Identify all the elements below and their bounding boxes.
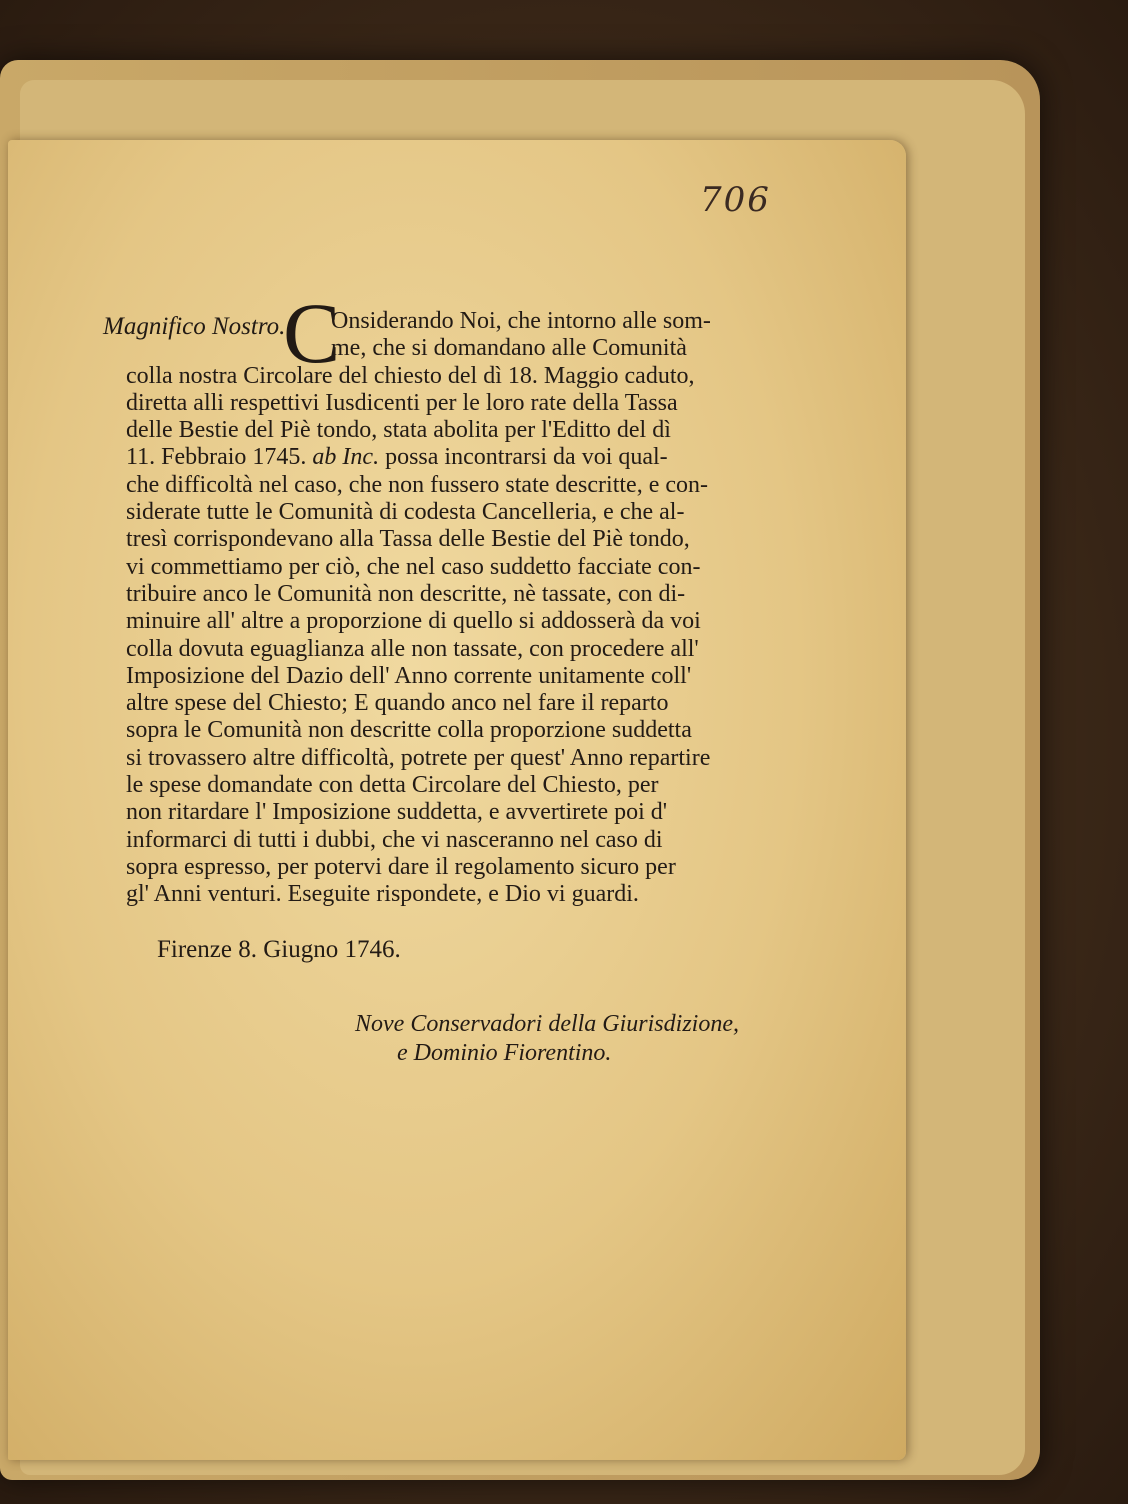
- body-line: diretta alli respettivi Iusdicenti per le loro rate della Tassa: [126, 389, 678, 416]
- body-line: [126, 444, 738, 471]
- body-line-segment: 11. Febbraio 1745.: [126, 444, 307, 471]
- signature-block: [355, 1010, 739, 1068]
- body-line: si trovassero altre difficoltà, potrete per quest' Anno repartire: [126, 744, 711, 771]
- body-line: tresì corrispondevano alla Tassa delle Bestie del Piè tondo,: [126, 526, 690, 553]
- body-line: le spese domandate con detta Circolare del Chiesto, per: [126, 772, 659, 799]
- folio-number: 706: [700, 180, 771, 220]
- signature-line: e Dominio Fiorentino.: [397, 1040, 612, 1066]
- body-line: colla dovuta eguaglianza alle non tassate, con procedere all': [126, 635, 699, 662]
- body-line: gl' Anni venturi. Eseguite rispondete, e Dio vi guardi.: [126, 881, 639, 908]
- body-line: siderate tutte le Comunità di codesta Cancelleria, e che al-: [126, 499, 685, 526]
- body-line: Imposizione del Dazio dell' Anno corrente unitamente coll': [126, 662, 692, 689]
- body-line: minuire all' altre a proporzione di quello si addosserà da voi: [126, 608, 701, 635]
- dateline: Firenze 8. Giugno 1746.: [157, 936, 401, 963]
- body-text: [126, 308, 738, 909]
- body-line: Onsiderando Noi, che intorno alle som-: [331, 308, 711, 334]
- body-line-segment: possa incontrarsi da voi qual-: [385, 444, 668, 471]
- body-line: che difficoltà nel caso, che non fussero state descritte, e con-: [126, 471, 708, 498]
- body-line: altre spese del Chiesto; E quando anco nel fare il reparto: [126, 690, 669, 717]
- salutation: Magnifico Nostro.: [103, 313, 286, 340]
- signature-line: Nove Conservadori della Giurisdizione,: [355, 1011, 739, 1037]
- body-line: sopra le Comunità non descritte colla proporzione suddetta: [126, 717, 692, 744]
- body-line: sopra espresso, per potervi dare il regolamento sicuro per: [126, 853, 676, 880]
- body-line: me, che si domandano alle Comunità: [331, 335, 687, 362]
- body-line: non ritardare l' Imposizione suddetta, e avvertirete poi d': [126, 799, 668, 826]
- body-line: tribuire anco le Comunità non descritte, nè tassate, con di-: [126, 580, 686, 607]
- body-line: vi commettiamo per ciò, che nel caso suddetto facciate con-: [126, 553, 701, 580]
- body-line-italic-segment: ab Inc.: [312, 444, 380, 471]
- body-line: delle Bestie del Piè tondo, stata abolita per l'Editto del dì: [126, 417, 671, 444]
- drop-cap: C: [283, 285, 341, 381]
- body-line: colla nostra Circolare del chiesto del dì 18. Maggio caduto,: [126, 362, 695, 389]
- body-line: informarci di tutti i dubbi, che vi nasceranno nel caso di: [126, 826, 663, 853]
